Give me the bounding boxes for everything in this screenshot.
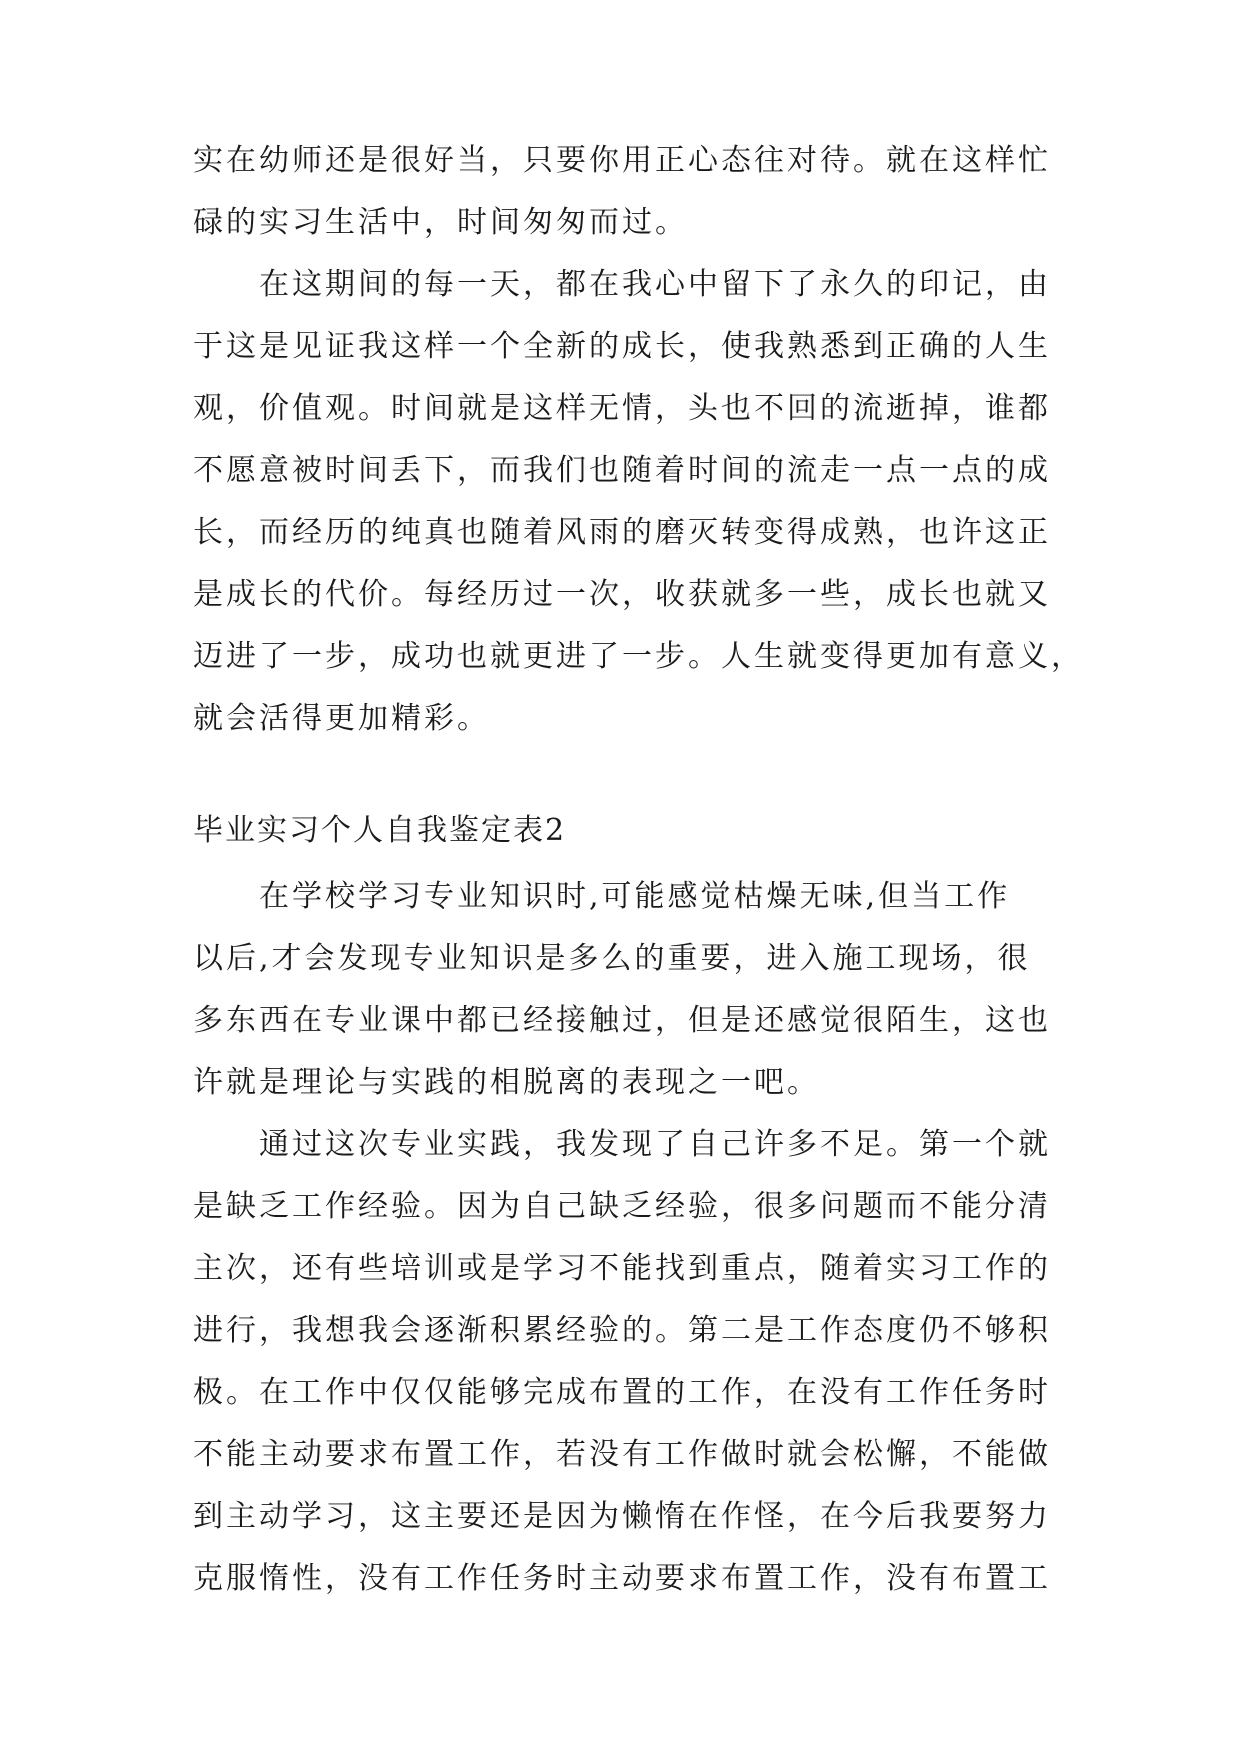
text-line: 极。在工作中仅仅能够完成布置的工作，在没有工作任务时 xyxy=(193,1375,1051,1410)
text-line: 碌的实习生活中，时间匆匆而过。 xyxy=(193,205,688,240)
text-line: 在这期间的每一天，都在我心中留下了永久的印记，由 xyxy=(193,267,1051,302)
text-line: 就会活得更加精彩。 xyxy=(193,701,490,736)
paragraph-block-2 xyxy=(193,866,1055,1610)
text-line: 长，而经历的纯真也随着风雨的磨灭转变得成熟，也许这正 xyxy=(193,515,1051,550)
text-line: 迈进了一步，成功也就更进了一步。人生就变得更加有意义， xyxy=(193,639,1084,674)
text-line: 主次，还有些培训或是学习不能找到重点，随着实习工作的 xyxy=(193,1251,1051,1286)
text-line: 到主动学习，这主要还是因为懒惰在作怪，在今后我要努力 xyxy=(193,1499,1051,1534)
text-line: 不愿意被时间丢下，而我们也随着时间的流走一点一点的成 xyxy=(193,453,1051,488)
text-line: 实在幼师还是很好当，只要你用正心态往对待。就在这样忙 xyxy=(193,143,1051,178)
text-line: 克服惰性，没有工作任务时主动要求布置工作，没有布置工 xyxy=(193,1561,1051,1596)
text-line: 不能主动要求布置工作，若没有工作做时就会松懈，不能做 xyxy=(193,1437,1051,1472)
text-line: 于这是见证我这样一个全新的成长，使我熟悉到正确的人生 xyxy=(193,329,1051,364)
paragraph-block-1 xyxy=(193,130,1084,750)
text-line: 观，价值观。时间就是这样无情，头也不回的流逝掉，谁都 xyxy=(193,391,1051,426)
text-line: 是成长的代价。每经历过一次，收获就多一些，成长也就又 xyxy=(193,577,1051,612)
text-line: 在学校学习专业知识时,可能感觉枯燥无味,但当工作 xyxy=(193,879,1011,914)
text-line: 通过这次专业实践，我发现了自己许多不足。第一个就 xyxy=(193,1127,1051,1162)
section-heading: 毕业实习个人自我鉴定表2 xyxy=(193,813,567,848)
text-line: 以后,才会发现专业知识是多么的重要，进入施工现场，很 xyxy=(193,941,1031,976)
text-line: 进行，我想我会逐渐积累经验的。第二是工作态度仍不够积 xyxy=(193,1313,1051,1348)
text-line: 是缺乏工作经验。因为自己缺乏经验，很多问题而不能分清 xyxy=(193,1189,1051,1224)
text-line: 许就是理论与实践的相脱离的表现之一吧。 xyxy=(193,1065,820,1100)
text-line: 多东西在专业课中都已经接触过，但是还感觉很陌生，这也 xyxy=(193,1003,1051,1038)
